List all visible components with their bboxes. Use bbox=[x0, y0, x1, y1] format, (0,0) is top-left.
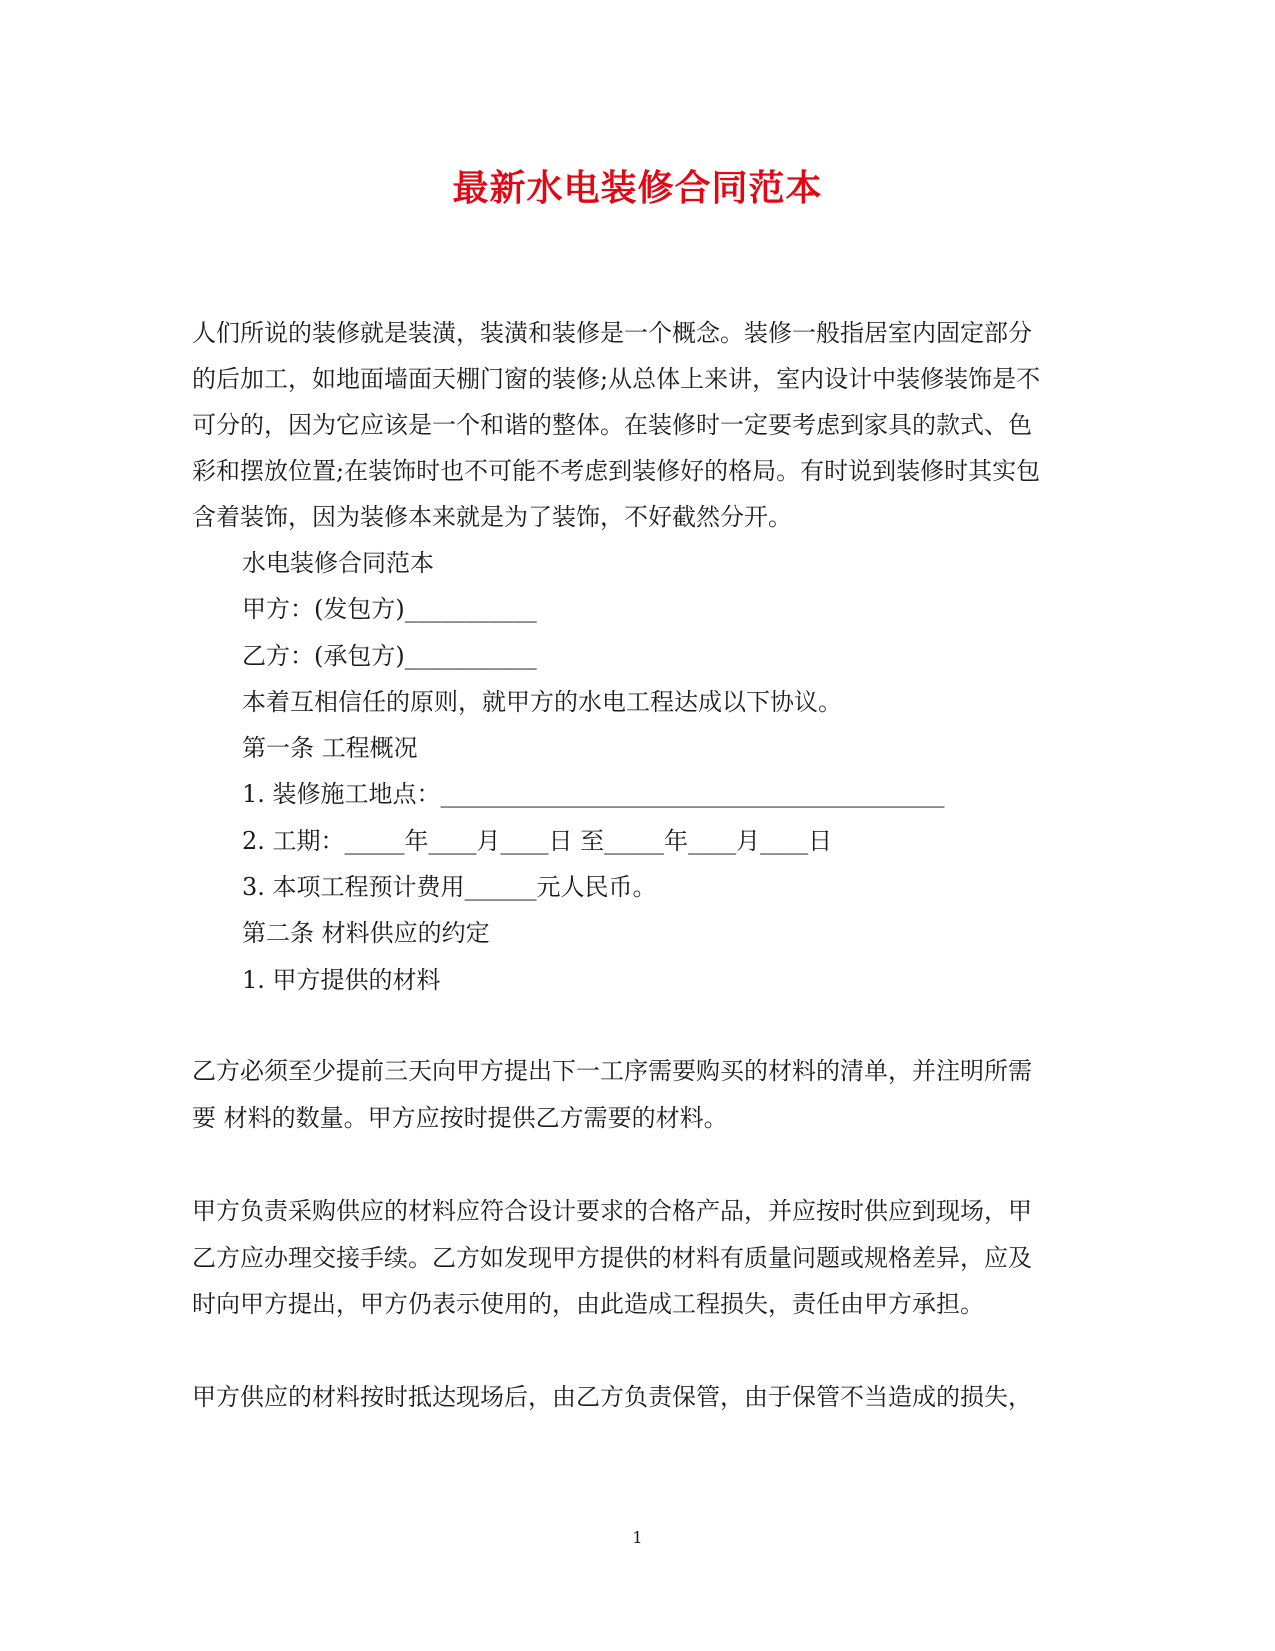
article-1-item: 2. 工期：_____年____月____日 至_____年____月____日 bbox=[242, 827, 833, 855]
agreement-line: 本着互相信任的原则，就甲方的水电工程达成以下协议。 bbox=[242, 688, 842, 716]
contract-subtitle: 水电装修合同范本 bbox=[242, 549, 434, 577]
article-1-item: 3. 本项工程预计费用______元人民币。 bbox=[242, 873, 657, 901]
intro-line: 人们所说的装修就是装潢，装潢和装修是一个概念。装修一般指居室内固定部分 bbox=[192, 319, 1032, 347]
intro-line: 含着装饰，因为装修本来就是为了装饰，不好截然分开。 bbox=[192, 503, 792, 531]
paragraph-line: 甲方供应的材料按时抵达现场后，由乙方负责保管，由于保管不当造成的损失， bbox=[192, 1383, 1032, 1411]
party-a-line: 甲方：(发包方)___________ bbox=[242, 595, 537, 623]
intro-line: 可分的，因为它应该是一个和谐的整体。在装修时一定要考虑到家具的款式、色 bbox=[192, 411, 1032, 439]
article-1-item: 1. 装修施工地点：__________________________________________ bbox=[242, 780, 945, 808]
article-2-heading: 第二条 材料供应的约定 bbox=[242, 919, 490, 947]
article-2-item: 1. 甲方提供的材料 bbox=[242, 966, 441, 994]
paragraph-line: 时向甲方提出，甲方仍表示使用的，由此造成工程损失，责任由甲方承担。 bbox=[192, 1290, 984, 1318]
party-b-line: 乙方：(承包方)___________ bbox=[242, 642, 537, 670]
paragraph-line: 乙方必须至少提前三天向甲方提出下一工序需要购买的材料的清单，并注明所需 bbox=[192, 1057, 1032, 1085]
paragraph-line: 要 材料的数量。甲方应按时提供乙方需要的材料。 bbox=[192, 1104, 728, 1132]
document-title: 最新水电装修合同范本 bbox=[452, 167, 823, 209]
paragraph-line: 乙方应办理交接手续。乙方如发现甲方提供的材料有质量问题或规格差异，应及 bbox=[192, 1244, 1032, 1272]
intro-line: 的后加工，如地面墙面天棚门窗的装修;从总体上来讲，室内设计中装修装饰是不 bbox=[192, 365, 1041, 393]
paragraph-line: 甲方负责采购供应的材料应符合设计要求的合格产品，并应按时供应到现场，甲 bbox=[192, 1197, 1032, 1225]
page-number: 1 bbox=[632, 1528, 643, 1547]
intro-line: 彩和摆放位置;在装饰时也不可能不考虑到装修好的格局。有时说到装修时其实包 bbox=[192, 457, 1041, 485]
article-1-heading: 第一条 工程概况 bbox=[242, 734, 418, 762]
